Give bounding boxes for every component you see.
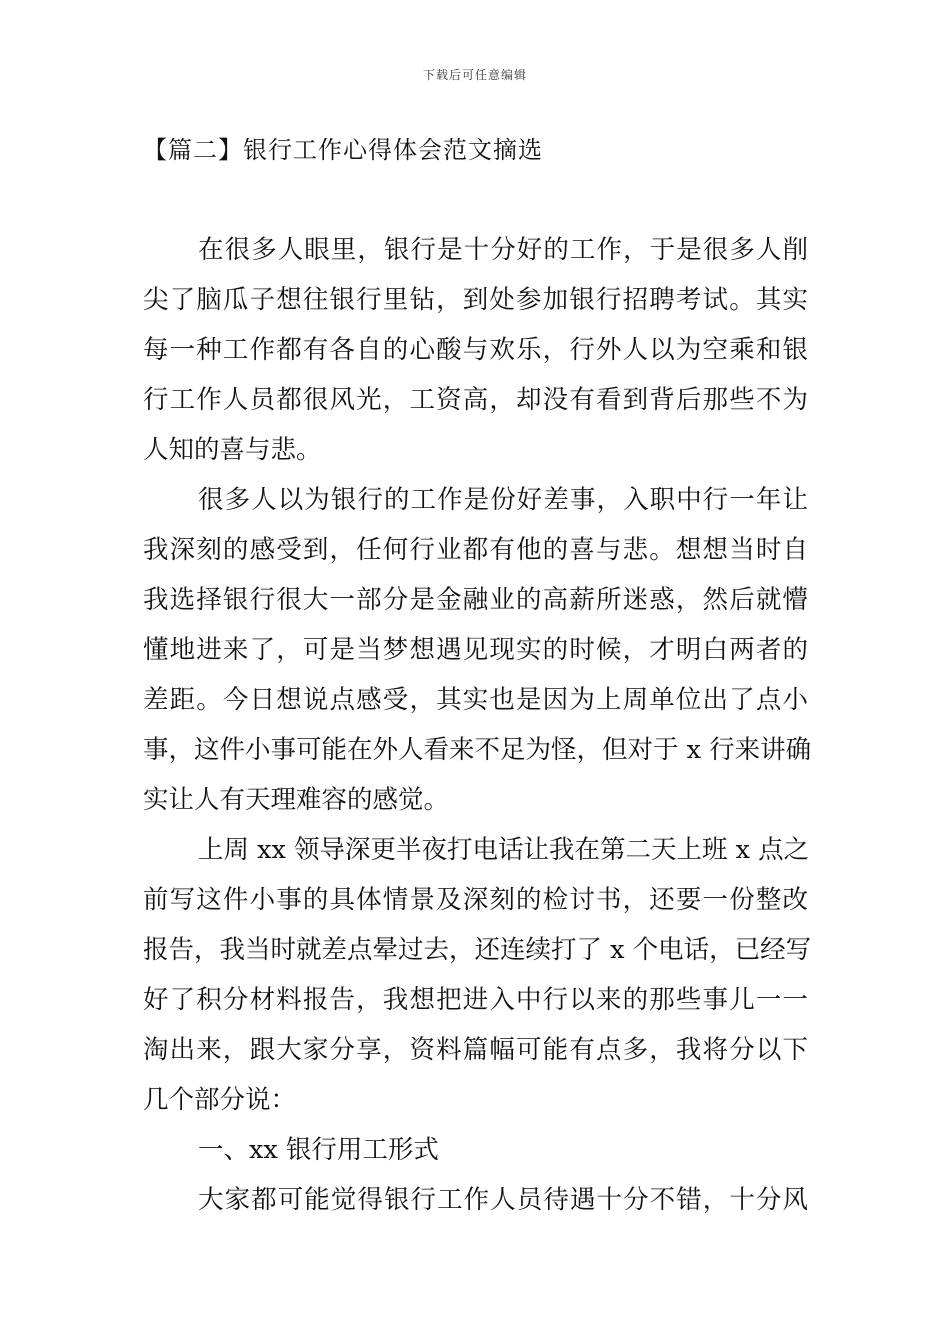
text-line: 每一种工作都有各自的心酸与欢乐，行外人以为空乘和银 bbox=[143, 335, 808, 365]
text-line: 在很多人眼里，银行是十分好的工作，于是很多人削 bbox=[198, 235, 808, 265]
text-line: 淘出来，跟大家分享，资料篇幅可能有点多，我将分以下 bbox=[143, 1035, 808, 1065]
text-line: 我深刻的感受到，任何行业都有他的喜与悲。想想当时自 bbox=[143, 535, 808, 565]
text-line: 我选择银行很大一部分是金融业的高薪所迷惑，然后就懵 bbox=[143, 585, 808, 615]
text-line: 实让人有天理难容的感觉。 bbox=[143, 785, 450, 815]
text-line: 前写这件小事的具体情景及深刻的检讨书，还要一份整改 bbox=[143, 885, 808, 915]
text-line: 事，这件小事可能在外人看来不足为怪，但对于 x 行来讲确 bbox=[143, 735, 812, 765]
text-line: 人知的喜与悲。 bbox=[143, 435, 322, 465]
text-line: 很多人以为银行的工作是份好差事，入职中行一年让 bbox=[198, 485, 808, 515]
text-line: 大家都可能觉得银行工作人员待遇十分不错，十分风 bbox=[198, 1185, 808, 1215]
text-line: 行工作人员都很风光，工资高，却没有看到背后那些不为 bbox=[143, 385, 808, 415]
document-title: 【篇二】银行工作心得体会范文摘选 bbox=[143, 136, 543, 164]
text-line: 懂地进来了，可是当梦想遇见现实的时候，才明白两者的 bbox=[143, 635, 808, 665]
text-line: 报告，我当时就差点晕过去，还连续打了 x 个电话，已经写 bbox=[143, 935, 812, 965]
header-note: 下载后可任意编辑 bbox=[422, 68, 527, 82]
text-line: 好了积分材料报告，我想把进入中行以来的那些事儿一一 bbox=[143, 985, 808, 1015]
text-line: 尖了脑瓜子想往银行里钻，到处参加银行招聘考试。其实 bbox=[143, 285, 808, 315]
text-line: 差距。今日想说点感受，其实也是因为上周单位出了点小 bbox=[143, 685, 808, 715]
text-line: 几个部分说： bbox=[143, 1085, 297, 1115]
section-heading: 一、xx 银行用工形式 bbox=[198, 1135, 439, 1165]
text-line: 上周 xx 领导深更半夜打电话让我在第二天上班 x 点之 bbox=[198, 835, 810, 865]
